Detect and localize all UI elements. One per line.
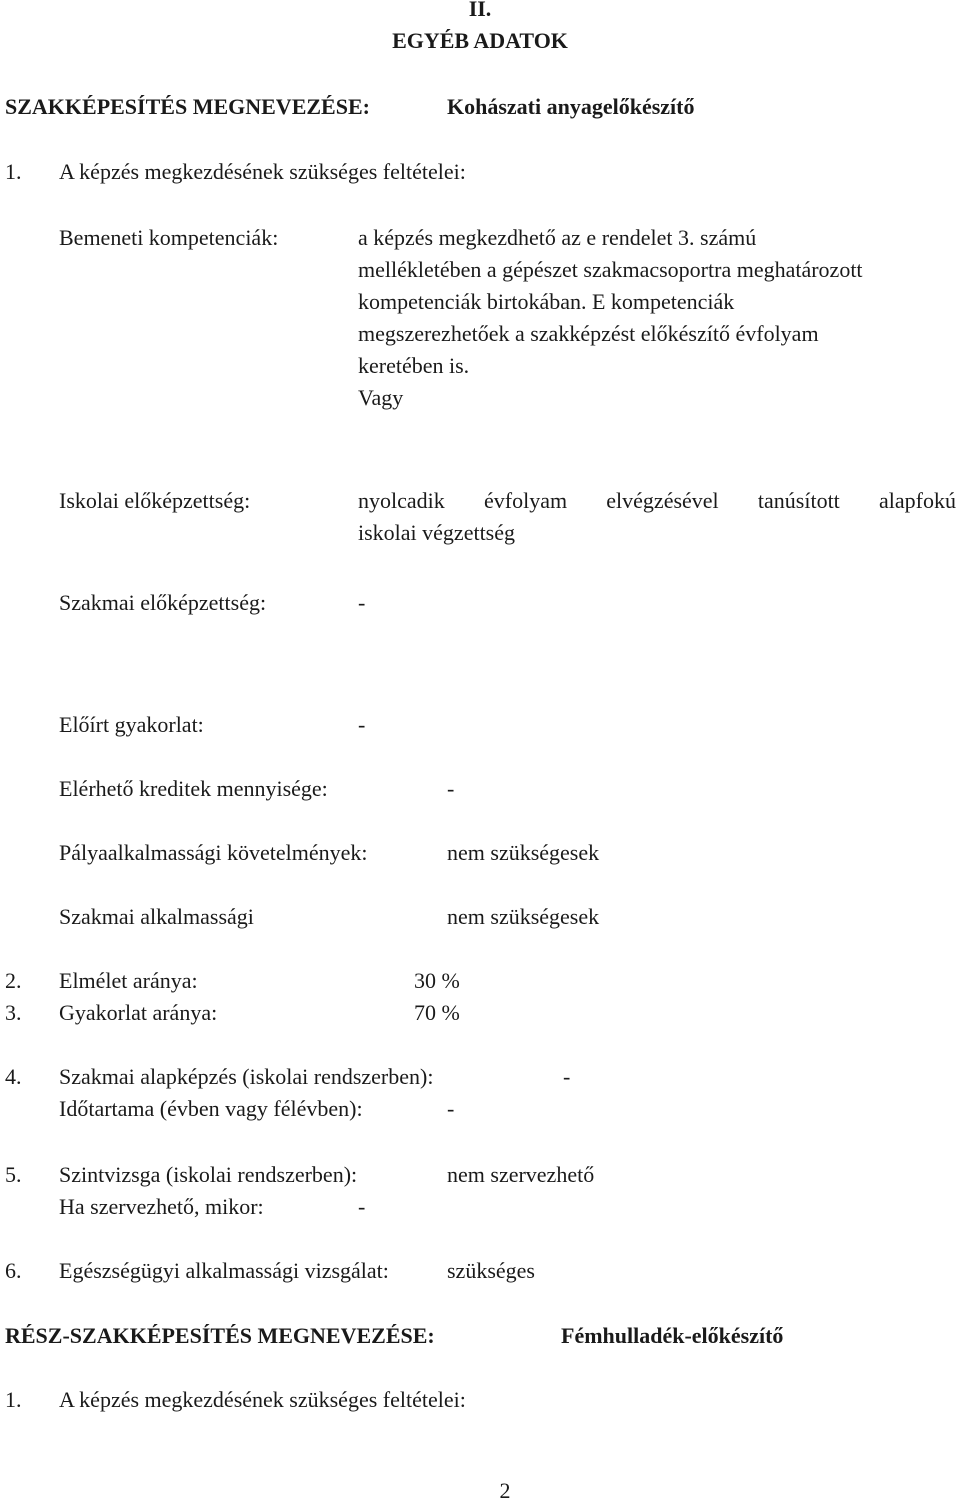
entry-competencies-line: mellékletében a gépészet szakmacsoportra meghatározott <box>358 257 863 282</box>
level-exam-number: 5. <box>5 1162 22 1187</box>
level-exam-value: nem szervezhető <box>447 1162 595 1187</box>
practice-ratio-number: 3. <box>5 1000 22 1025</box>
partial-qualification-label: RÉSZ-SZAKKÉPESÍTÉS MEGNEVEZÉSE: <box>5 1323 435 1348</box>
professional-aptitude-value: nem szükségesek <box>447 904 600 929</box>
section1b-title: A képzés megkezdésének szükséges feltételei: <box>59 1387 466 1412</box>
section1-title: A képzés megkezdésének szükséges feltételei: <box>59 159 466 184</box>
level-exam-when-label: Ha szervezhető, mikor: <box>59 1194 264 1219</box>
qualification-value: Kohászati anyagelőkészítő <box>447 94 695 119</box>
entry-competencies-line: a képzés megkezdhető az e rendelet 3. számú <box>358 225 757 250</box>
professional-prereq-label: Szakmai előképzettség: <box>59 590 267 615</box>
page-title: EGYÉB ADATOK <box>392 28 568 53</box>
professional-aptitude-label: Szakmai alkalmassági <box>59 904 254 929</box>
theory-ratio-label: Elmélet aránya: <box>59 968 198 993</box>
school-prereq-line: iskolai végzettség <box>358 520 516 545</box>
required-practice-label: Előírt gyakorlat: <box>59 712 204 737</box>
section1b-number: 1. <box>5 1387 22 1412</box>
professional-prereq-value: - <box>358 590 366 615</box>
basic-training-number: 4. <box>5 1064 22 1089</box>
health-exam-label: Egészségügyi alkalmassági vizsgálat: <box>59 1258 389 1283</box>
theory-ratio-number: 2. <box>5 968 22 993</box>
credits-value: - <box>447 776 455 801</box>
practice-ratio-value: 70 % <box>414 1000 460 1025</box>
page-number: 2 <box>499 1478 511 1503</box>
basic-training-value: - <box>563 1064 571 1089</box>
section1-number: 1. <box>5 159 22 184</box>
school-prereq-line: nyolcadik évfolyam elvégzésével tanúsított alapfokú <box>358 488 956 513</box>
school-prereq-label: Iskolai előképzettség: <box>59 488 251 513</box>
theory-ratio-value: 30 % <box>414 968 460 993</box>
career-aptitude-label: Pályaalkalmassági követelmények: <box>59 840 368 865</box>
entry-competencies-label: Bemeneti kompetenciák: <box>59 225 279 250</box>
health-exam-number: 6. <box>5 1258 22 1283</box>
practice-ratio-label: Gyakorlat aránya: <box>59 1000 218 1025</box>
level-exam-when-value: - <box>358 1194 366 1219</box>
entry-competencies-line: megszerezhetőek a szakképzést előkészítő évfolyam <box>358 321 819 346</box>
basic-training-label: Szakmai alapképzés (iskolai rendszerben): <box>59 1064 434 1089</box>
entry-competencies-line: keretében is. <box>358 353 470 378</box>
basic-training-duration-label: Időtartama (évben vagy félévben): <box>59 1096 363 1121</box>
credits-label: Elérhető kreditek mennyisége: <box>59 776 328 801</box>
level-exam-label: Szintvizsga (iskolai rendszerben): <box>59 1162 358 1187</box>
required-practice-value: - <box>358 712 366 737</box>
entry-competencies-or: Vagy <box>358 385 404 410</box>
health-exam-value: szükséges <box>447 1258 535 1283</box>
basic-training-duration-value: - <box>447 1096 455 1121</box>
qualification-label: SZAKKÉPESÍTÉS MEGNEVEZÉSE: <box>5 94 370 119</box>
header-roman-numeral: II. <box>468 0 492 21</box>
career-aptitude-value: nem szükségesek <box>447 840 600 865</box>
partial-qualification-value: Fémhulladék-előkészítő <box>561 1323 784 1348</box>
entry-competencies-line: kompetenciák birtokában. E kompetenciák <box>358 289 735 314</box>
